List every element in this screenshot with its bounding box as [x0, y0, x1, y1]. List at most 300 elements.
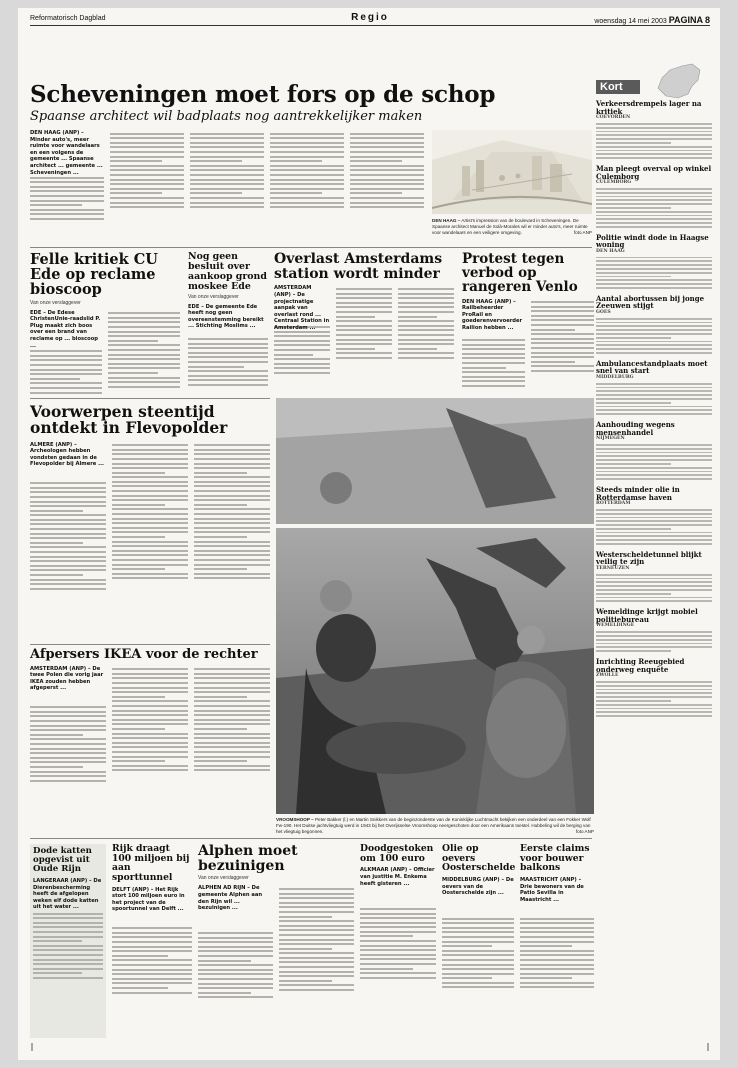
text-line [336, 311, 392, 313]
text-line [112, 946, 192, 948]
article-overlast-lead: AMSTERDAM (ANP) – De projectnatige aanpak van overlast rond ... Centraal Station in Amsterdam ... [274, 285, 330, 331]
text-line [30, 514, 106, 516]
text-line [270, 156, 344, 158]
text-line [190, 137, 264, 139]
body-text [112, 668, 188, 771]
kort-item-title: Aantal abortussen bij jonge Zeeuwen stijgt [596, 293, 705, 311]
text-line [336, 348, 375, 350]
date-and-page: woensdag 14 mei 2003 PAGINA 8 [594, 15, 710, 25]
body-text [336, 288, 392, 359]
aircraft-recovery-photo [276, 528, 594, 814]
text-line [270, 160, 322, 162]
kort-item-body [596, 180, 712, 228]
text-line [360, 908, 436, 910]
text-line [596, 383, 712, 385]
text-line [596, 581, 712, 583]
text-line [520, 964, 594, 966]
text-line [188, 347, 268, 349]
text-line [30, 706, 106, 708]
text-line [112, 504, 165, 506]
text-line [108, 377, 180, 379]
text-line [194, 495, 270, 497]
text-line [596, 192, 712, 194]
text-line [194, 719, 270, 721]
text-line [33, 936, 103, 938]
text-line [274, 335, 330, 337]
text-line [596, 127, 712, 129]
text-line [279, 957, 354, 959]
text-line [190, 202, 264, 204]
text-line [112, 760, 165, 762]
text-line [112, 969, 192, 971]
text-line [198, 932, 273, 934]
article-flevo [30, 404, 270, 640]
text-line [30, 569, 106, 571]
text-line [112, 932, 192, 934]
text-line [596, 650, 671, 652]
article-olie-headline: Olie op oevers Oosterschelde [442, 843, 516, 874]
text-line [270, 206, 344, 208]
text-line [596, 578, 712, 580]
text-line [110, 133, 184, 135]
text-line [279, 980, 332, 982]
text-line [108, 386, 180, 388]
text-line [274, 349, 330, 351]
text-line [596, 123, 712, 125]
text-line [112, 467, 188, 469]
text-line [462, 353, 525, 355]
text-line [112, 728, 165, 730]
text-line [112, 673, 188, 675]
text-line [33, 972, 82, 974]
kort-item-body [596, 623, 712, 652]
text-line [112, 733, 188, 735]
kort-item-title: Man pleegt overval op winkel Culemborg [596, 163, 712, 181]
text-line [30, 775, 106, 777]
text-line [360, 913, 436, 915]
text-line [112, 742, 188, 744]
text-line [520, 986, 594, 988]
text-line [596, 704, 712, 706]
text-line [30, 551, 106, 553]
text-line [596, 478, 712, 480]
body-text [520, 918, 594, 989]
text-line [596, 157, 712, 159]
text-line [108, 326, 180, 328]
text-line [188, 356, 268, 358]
text-line [520, 927, 594, 929]
text-line [398, 297, 454, 299]
text-line [462, 367, 506, 369]
article-moskee-headline: Nog geen besluit over aankoop grond moskee Ede [188, 251, 267, 292]
text-line [112, 687, 188, 689]
text-line [274, 354, 313, 356]
text-line [198, 996, 273, 998]
text-line [112, 746, 188, 748]
text-line [350, 142, 424, 144]
text-line [596, 459, 712, 461]
text-line [30, 181, 104, 183]
text-line [531, 338, 594, 340]
text-line [596, 520, 712, 522]
text-line [596, 218, 712, 220]
article-venlo-col-1 [462, 299, 525, 389]
text-line [112, 472, 165, 474]
main-article-col-2 [110, 130, 184, 242]
text-line [30, 177, 104, 179]
text-line [350, 202, 424, 204]
text-line [112, 677, 188, 679]
divider [30, 398, 270, 399]
text-line [30, 533, 106, 535]
text-line [398, 302, 454, 304]
text-line [596, 600, 712, 602]
article-katten-lead: LANGERAAR (ANP) – De Dierenbescherming heeft de afgelopen weken elf dode katten uit het water ... [33, 878, 102, 911]
text-line [110, 165, 184, 167]
text-line [350, 137, 424, 139]
text-line [279, 893, 354, 895]
text-line [398, 306, 454, 308]
text-line [350, 160, 402, 162]
article-alphen [198, 844, 354, 1038]
text-line [596, 131, 712, 133]
text-line [596, 322, 712, 324]
article-olie [442, 844, 514, 1038]
article-flevo-col-2 [112, 442, 188, 592]
text-line [596, 196, 712, 198]
text-line [336, 343, 392, 345]
body-text [30, 350, 102, 393]
text-line [30, 510, 83, 512]
kort-item-dateline: WEMELDINGE [596, 623, 635, 629]
text-line [33, 940, 82, 942]
text-line [596, 333, 712, 335]
text-line [33, 963, 103, 965]
text-line [188, 352, 268, 354]
text-line [188, 375, 268, 377]
kort-item-title: Steeds minder olie in Rotterdamse haven [596, 484, 680, 502]
text-line [194, 710, 270, 712]
text-line [596, 394, 712, 396]
text-line [279, 966, 354, 968]
text-line [336, 316, 375, 318]
article-ikea-col-1 [30, 666, 106, 784]
text-line [198, 964, 273, 966]
text-line [596, 715, 712, 717]
text-line [30, 546, 106, 548]
article-cu-ede-lead: EDE – De Edese ChristenUnie-raadslid P. Plug maakt zich boos over een brand van reclame op ... bioscoop ... [30, 309, 101, 349]
text-line [188, 338, 268, 340]
text-line [279, 911, 354, 913]
text-line [520, 973, 594, 975]
text-line [190, 179, 264, 181]
text-line [596, 138, 712, 140]
text-line [194, 481, 270, 483]
kort-item-dateline: TERNEUZEN [596, 566, 630, 572]
text-line [30, 505, 106, 507]
text-line [198, 960, 251, 962]
text-line [190, 174, 264, 176]
text-line [596, 455, 712, 457]
text-line [442, 941, 514, 943]
text-line [30, 200, 104, 202]
text-line [596, 711, 712, 713]
text-line [112, 668, 188, 670]
text-line [531, 306, 594, 308]
text-line [350, 197, 424, 199]
text-line [194, 550, 270, 552]
text-line [596, 318, 712, 320]
registration-marks [30, 1043, 710, 1051]
text-line [520, 977, 572, 979]
text-line [110, 142, 184, 144]
text-line [596, 471, 712, 473]
text-line [531, 324, 594, 326]
text-line [360, 917, 436, 919]
text-line [30, 523, 106, 525]
article-katten [30, 844, 106, 1038]
text-line [112, 444, 188, 446]
text-line [188, 370, 268, 372]
article-doodgestoken-headline: Doodgestoken om 100 euro [360, 843, 434, 864]
article-flevo-col-1 [30, 442, 106, 592]
article-ikea-col-2 [112, 666, 188, 784]
text-line [336, 297, 392, 299]
text-line [194, 472, 247, 474]
text-line [336, 357, 392, 359]
text-line [398, 339, 454, 341]
body-text [274, 326, 330, 374]
text-line [596, 513, 712, 515]
kort-item-dateline: ZWOLLE [596, 673, 619, 679]
text-line [30, 748, 106, 750]
text-line [360, 954, 436, 956]
text-line [112, 710, 188, 712]
text-line [194, 463, 270, 465]
text-line [30, 766, 83, 768]
text-line [596, 597, 712, 599]
text-line [596, 207, 671, 209]
body-text [198, 932, 273, 998]
text-line [360, 926, 436, 928]
text-line [596, 406, 712, 408]
text-line [112, 936, 192, 938]
text-line [30, 725, 106, 727]
text-line [596, 692, 712, 694]
text-line [398, 325, 454, 327]
text-line [30, 537, 106, 539]
text-line [270, 179, 344, 181]
text-line [531, 361, 575, 363]
text-line [279, 897, 354, 899]
text-line [279, 952, 354, 954]
article-doodgestoken [360, 844, 436, 1038]
text-line [350, 146, 424, 148]
text-line [274, 367, 330, 369]
text-line [194, 728, 247, 730]
text-line [198, 937, 273, 939]
text-line [336, 334, 392, 336]
text-line [110, 151, 184, 153]
text-line [398, 329, 454, 331]
text-line [110, 188, 184, 190]
text-line [194, 449, 270, 451]
text-line [194, 518, 270, 520]
text-line [112, 463, 188, 465]
text-line [279, 975, 354, 977]
text-line [194, 733, 270, 735]
text-line [108, 317, 180, 319]
text-line [442, 977, 492, 979]
text-line [596, 215, 712, 217]
kort-item-dateline: NIJMEGEN [596, 436, 625, 442]
text-line [30, 355, 102, 357]
text-line [194, 673, 270, 675]
text-line [336, 339, 392, 341]
body-text [30, 706, 106, 782]
text-line [279, 971, 354, 973]
main-article-col-3 [190, 130, 264, 242]
text-line [279, 943, 354, 945]
text-line [194, 458, 270, 460]
text-line [274, 340, 330, 342]
text-line [596, 142, 671, 144]
article-cu-ede-col-2 [108, 310, 180, 396]
text-line [442, 964, 514, 966]
text-line [33, 977, 103, 979]
text-line [350, 156, 424, 158]
text-line [112, 485, 188, 487]
text-line [30, 729, 106, 731]
kort-item-title: Politie windt dode in Haagse woning [596, 232, 709, 250]
text-line [112, 982, 192, 984]
text-line [442, 936, 514, 938]
text-line [520, 931, 594, 933]
text-line [442, 959, 514, 961]
text-line [30, 204, 82, 206]
text-line [112, 449, 188, 451]
text-line [596, 348, 712, 350]
article-olie-lead: MIDDELBURG (ANP) – De oevers van de Oosterschelde zijn ... [442, 876, 514, 897]
body-text [108, 312, 180, 388]
text-line [112, 522, 188, 524]
text-line [279, 906, 354, 908]
text-line [30, 757, 106, 759]
text-line [596, 452, 712, 454]
text-line [194, 700, 270, 702]
text-line [596, 279, 712, 281]
body-text [194, 668, 270, 771]
kort-item-dateline: CULEMBORG [596, 180, 632, 186]
text-line [194, 453, 270, 455]
kort-item-body [596, 673, 712, 717]
text-line [462, 376, 525, 378]
kort-item-body [596, 115, 712, 159]
text-line [596, 409, 712, 411]
text-line [279, 961, 354, 963]
text-line [194, 527, 270, 529]
text-line [112, 959, 192, 961]
text-line [596, 387, 712, 389]
text-line [198, 955, 273, 957]
text-line [190, 142, 264, 144]
text-line [112, 691, 188, 693]
kort-item-body [596, 436, 712, 480]
text-line [270, 169, 344, 171]
text-line [531, 347, 594, 349]
article-sporttunnel-lead: DELFT (ANP) – Het Rijk stort 100 miljoen euro in het project van de spoortunnel van Delft ... [112, 886, 185, 913]
boulevard-photo-caption: DEN HAAG – Artist's impression van de boulevard in Scheveningen. De Spaanse architect Manuel de Solà-Morales wil er minder auto's, meer ruimte voor wandelaars en een veiligere omgeving. foto ANP [432, 218, 592, 235]
text-line [270, 197, 344, 199]
text-line [270, 188, 344, 190]
text-line [462, 380, 525, 382]
text-line [110, 146, 184, 148]
text-line [198, 950, 273, 952]
text-line [462, 371, 525, 373]
text-line [194, 742, 270, 744]
text-line [462, 348, 525, 350]
text-line [360, 935, 413, 937]
kort-item-dateline: ROTTERDAM [596, 501, 631, 507]
text-line [596, 700, 671, 702]
text-line [30, 519, 106, 521]
text-line [350, 133, 424, 135]
text-line [274, 372, 330, 374]
text-line [398, 311, 454, 313]
text-line [596, 260, 712, 262]
text-line [33, 954, 103, 956]
text-line [596, 535, 712, 537]
text-line [279, 925, 354, 927]
text-line [596, 344, 712, 346]
text-line [194, 559, 270, 561]
text-line [30, 382, 102, 384]
text-line [596, 593, 671, 595]
body-text [112, 927, 192, 993]
text-line [360, 963, 436, 965]
text-line [596, 681, 712, 683]
section-name: Regio [351, 12, 389, 23]
text-line [279, 888, 354, 890]
body-text [442, 918, 514, 989]
text-line [112, 458, 188, 460]
text-line [110, 197, 184, 199]
text-line [112, 527, 188, 529]
text-line [112, 765, 188, 767]
text-line [194, 504, 247, 506]
text-line [596, 352, 712, 354]
body-text [33, 913, 103, 979]
text-line [531, 315, 594, 317]
article-ikea [30, 648, 270, 828]
text-line [274, 344, 330, 346]
text-line [360, 922, 436, 924]
kort-item-body [596, 310, 712, 354]
text-line [30, 560, 106, 562]
text-line [596, 283, 712, 285]
text-line [194, 541, 270, 543]
text-line [596, 211, 712, 213]
text-line [108, 344, 180, 346]
text-line [194, 536, 247, 538]
text-line [112, 950, 192, 952]
text-line [194, 746, 270, 748]
text-line [596, 517, 712, 519]
main-article-lead: DEN HAAG (ANP) – Minder auto's, meer ruimte voor wandelaars en een volgens de gemeente ... Spaanse architect ... gemeente ... Scheveningen ... [30, 130, 103, 176]
text-line [520, 922, 594, 924]
article-ikea-lead: AMSTERDAM (ANP) – De twee Polen die vorig jaar IKEA zouden hebben afgeperst ... [30, 665, 104, 692]
text-line [198, 983, 273, 985]
